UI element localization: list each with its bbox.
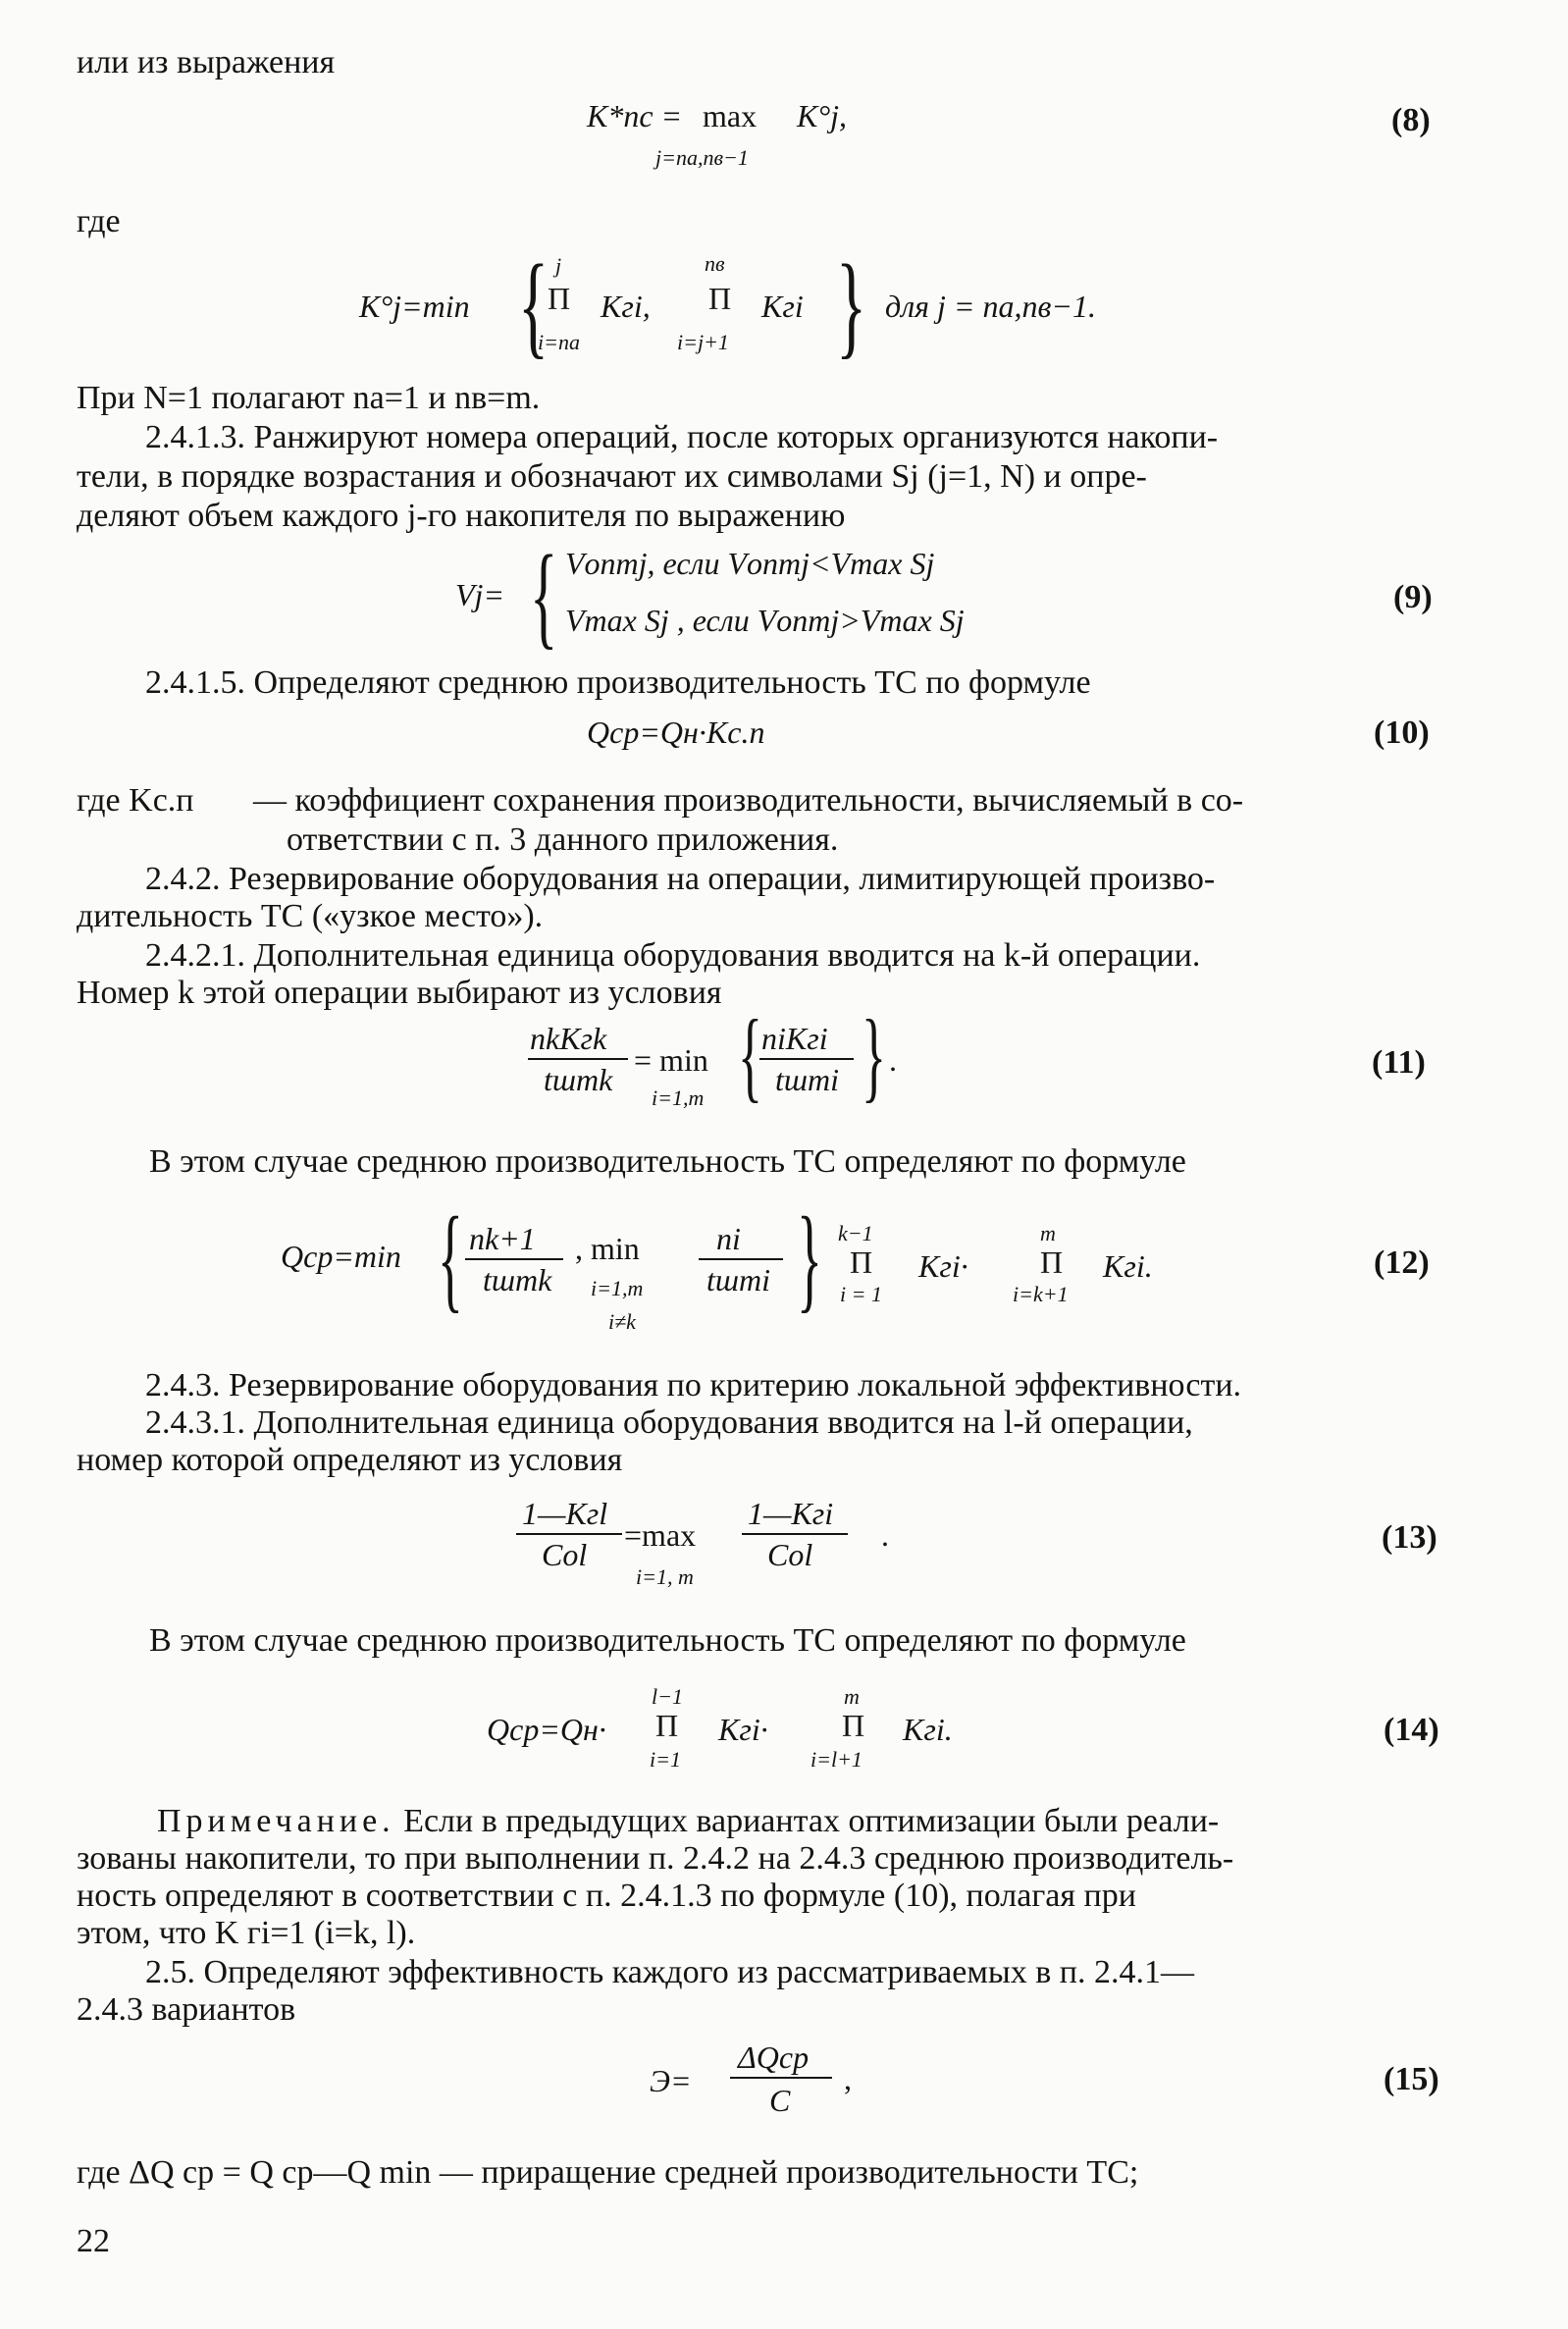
kj-prod1-top: j [555, 253, 562, 278]
p2421-line1: 2.4.2.1. Дополнительная единица оборудования вводится на k-й операции. [145, 937, 1201, 974]
eq12-p2-symbol: Π [1040, 1244, 1064, 1280]
eq13-num-left: 1—Kгl [522, 1496, 608, 1531]
eq14-p2-top: m [844, 1684, 860, 1709]
eq11-fraction-bar-left [528, 1058, 628, 1060]
eq14-number: (14) [1384, 1712, 1439, 1748]
kj-prod2-symbol: Π [708, 281, 732, 316]
eq11-num-left: nkKгk [530, 1021, 607, 1056]
eq11-right-brace: } [862, 999, 886, 1112]
eq14-p1-top: l−1 [652, 1684, 683, 1709]
p2413-line1: 2.4.1.3. Ранжируют номера операций, после которых организуются накопи- [145, 419, 1219, 455]
eq13-tail: . [881, 1517, 889, 1553]
eq8-operator: max [703, 98, 758, 133]
eq12-right-brace: } [797, 1192, 822, 1323]
n1-line: При N=1 полагают nа=1 и nв=m. [77, 380, 541, 416]
eq12-lhs: Qср=min [281, 1239, 401, 1274]
note-line4: этом, что K гi=1 (i=k, l). [77, 1915, 416, 1951]
p2431-line1: 2.4.3.1. Дополнительная единица оборудования вводится на l-й операции, [145, 1404, 1193, 1441]
eq13-den-right: Col [767, 1537, 813, 1572]
eq15-den: C [769, 2083, 791, 2118]
eq15-num: ΔQср [738, 2039, 810, 2075]
note-text1: Если в предыдущих вариантах оптимизации были реали- [394, 1803, 1220, 1839]
eq14-p1-bottom: i=1 [650, 1747, 681, 1772]
eq11-operator: = min [634, 1042, 708, 1078]
eq12-f2-den: tштi [706, 1262, 771, 1297]
eq14-p2-bottom: i=l+1 [810, 1747, 862, 1772]
p2413-line2: тели, в порядке возрастания и обозначают их символами Sj (j=1, N) и опре- [77, 458, 1147, 495]
eq12-p2-top: m [1040, 1221, 1056, 1245]
eq12-f1-bar [465, 1258, 563, 1260]
eq9-case1: Vоптj, если Vоптj<Vmax Sj [565, 546, 935, 581]
eq11-number: (11) [1372, 1044, 1426, 1081]
eq15-fraction-bar [730, 2077, 832, 2079]
eq14-p1-term: Kгi· [718, 1712, 768, 1747]
eq11-fraction-bar-right [759, 1058, 854, 1060]
eq14-lhs: Qср=Qн· [487, 1712, 606, 1747]
eq12-p1-term: Kгi· [918, 1248, 968, 1284]
eq9-lhs: Vj= [455, 577, 505, 612]
eq12-f2-bar [699, 1258, 783, 1260]
eq12-f1-den: tштk [483, 1262, 552, 1297]
kj-condition: для j = na,nв−1. [885, 289, 1096, 324]
eq13-number: (13) [1382, 1519, 1437, 1556]
eq12-p1-symbol: Π [850, 1244, 873, 1280]
eq13-fraction-bar-right [742, 1533, 848, 1535]
eq9-number: (9) [1393, 579, 1433, 615]
eq13-num-right: 1—Kгi [748, 1496, 834, 1531]
p2431-line2: номер которой определяют из условия [77, 1442, 623, 1478]
eq14-p2-symbol: Π [842, 1708, 865, 1743]
p25-line1: 2.5. Определяют эффективность каждого из рассматриваемых в п. 2.4.1— [145, 1954, 1194, 1990]
eq12-p2-bottom: i=k+1 [1013, 1282, 1069, 1306]
eq8-range: j=na,nв−1 [655, 145, 749, 170]
kj-prod1-bottom: i=na [538, 330, 580, 354]
eq13-range: i=1, m [636, 1564, 694, 1589]
intro-text: или из выражения [77, 44, 336, 80]
eq15-number: (15) [1384, 2061, 1439, 2097]
eq12-p1-top: k−1 [838, 1221, 873, 1245]
eq11-range: i=1,m [652, 1085, 705, 1110]
eq10-number: (10) [1374, 715, 1430, 751]
kj-prod2-top: nв [705, 251, 725, 276]
eq12-p2-term: Kгi. [1103, 1248, 1153, 1284]
eq11-den-left: tштk [544, 1062, 613, 1097]
last-line: где ΔQ ср = Q ср—Q min — приращение средней производительности ТС; [77, 2154, 1139, 2191]
p2415-text: 2.4.1.5. Определяют среднюю производительность ТС по формуле [145, 664, 1091, 701]
note-line1 [157, 1802, 1219, 1841]
eq15-lhs: Э= [650, 2063, 692, 2098]
p2413-line3: деляют объем каждого j-го накопителя по выражению [77, 498, 846, 534]
kj-prod2-bottom: i=j+1 [677, 330, 729, 354]
where-label: где [77, 203, 121, 239]
eq12-range: i=1,m [591, 1276, 644, 1300]
p25-line2: 2.4.3 вариантов [77, 1991, 296, 2028]
note-line3: ность определяют в соответствии с п. 2.4.1.3 по формуле (10), полагая при [77, 1878, 1136, 1914]
p242-line1: 2.4.2. Резервирование оборудования на операции, лимитирующей произво- [145, 861, 1216, 897]
kcp-line2: ответствии с п. 3 данного приложения. [287, 821, 839, 858]
eq14-p1-symbol: Π [655, 1708, 679, 1743]
eq11-dot: . [889, 1042, 897, 1078]
eq8-term: K°j, [797, 98, 848, 133]
kj-prod1-symbol: Π [548, 281, 571, 316]
eq11-den-right: tштi [775, 1062, 840, 1097]
eq11-num-right: niKгi [761, 1021, 828, 1056]
eq13-operator: =max [624, 1517, 697, 1553]
eq9-case2: Vmax Sj , если Vоптj>Vmax Sj [565, 603, 965, 638]
eq10-formula: Qср=Qн·Kс.п [587, 715, 765, 750]
p243-text: 2.4.3. Резервирование оборудования по критерию локальной эффективности. [145, 1367, 1242, 1403]
kj-right-brace: } [836, 240, 867, 369]
eq13-den-left: Col [542, 1537, 588, 1572]
note-line2: зованы накопители, то при выполнении п. 2.4.2 на 2.4.3 среднюю производитель- [77, 1840, 1234, 1877]
eq12-f2-num: ni [716, 1221, 741, 1256]
eq12-range2: i≠k [608, 1309, 636, 1334]
eq12-mid: , min [575, 1231, 640, 1266]
eq12-number: (12) [1374, 1244, 1430, 1281]
kj-prod1-term: Kгi, [601, 289, 651, 324]
p242-line2: дительность ТС («узкое место»). [77, 898, 544, 934]
eq12-left-brace: { [438, 1192, 463, 1323]
eq13-fraction-bar-left [516, 1533, 622, 1535]
note-label: Примечание. [157, 1803, 395, 1839]
eq8-number: (8) [1391, 102, 1431, 138]
eq12-p1-bottom: i = 1 [840, 1282, 882, 1306]
eq9-brace: { [530, 531, 558, 660]
case2-text: В этом случае среднюю производительность ТС определяют по формуле [149, 1622, 1186, 1659]
kj-lhs: K°j=min [359, 289, 470, 324]
p2421-line2: Номер k этой операции выбирают из условия [77, 975, 722, 1011]
eq14-p2-term: Kгi. [903, 1712, 953, 1747]
case1-text: В этом случае среднюю производительность ТС определяют по формуле [149, 1143, 1186, 1180]
page-number: 22 [77, 2223, 110, 2259]
eq15-tail: , [844, 2061, 852, 2096]
kj-prod2-term: Kгi [761, 289, 804, 324]
kcp-line1: — коэффициент сохранения производительности, вычисляемый в со- [253, 782, 1244, 819]
kcp-label: где Kс.п [77, 782, 194, 819]
kj-left-brace: { [518, 240, 549, 369]
eq11-left-brace: { [738, 999, 762, 1112]
eq8-lhs: K*пс = [587, 98, 683, 133]
eq12-f1-num: nk+1 [469, 1221, 536, 1256]
